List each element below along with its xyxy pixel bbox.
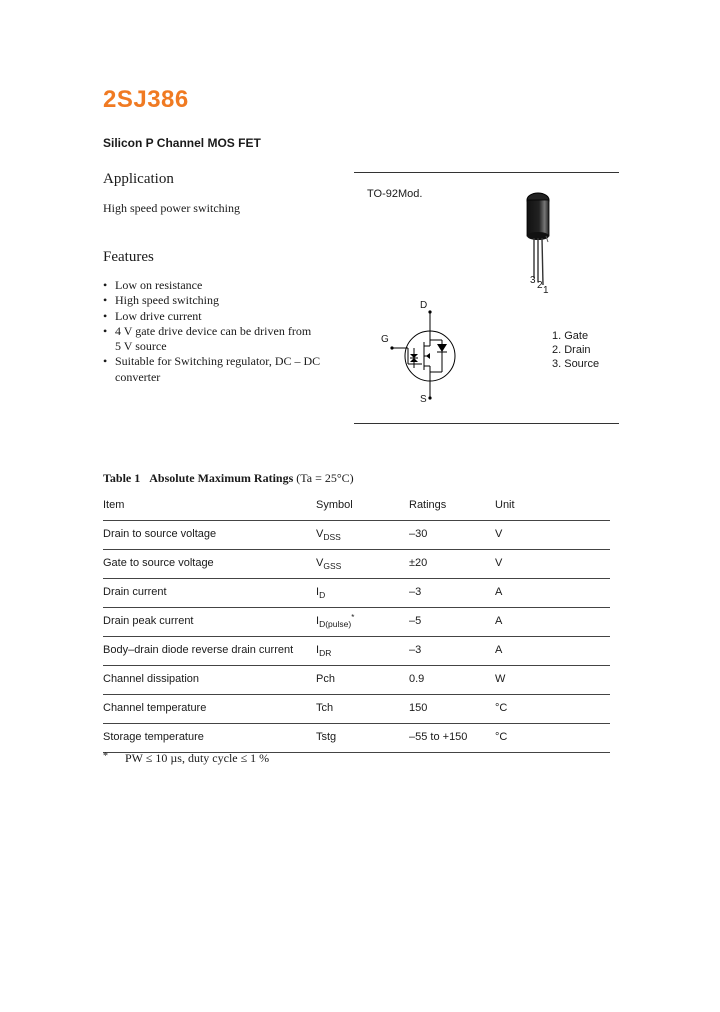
- cell-item: Storage temperature: [103, 731, 204, 743]
- pin-legend: [552, 329, 599, 371]
- table-row: [103, 695, 610, 724]
- drain-terminal-label: D: [420, 300, 428, 311]
- header-item: Item: [103, 499, 125, 511]
- pin-number-2: 2: [537, 280, 543, 291]
- symbol-base: Tstg: [316, 731, 337, 743]
- cell-rating: –3: [409, 586, 422, 598]
- table-row: [103, 550, 610, 579]
- feature-item: • High speed switching: [103, 293, 343, 308]
- symbol-subscript: GSS: [323, 561, 342, 571]
- cell-rating: ±20: [409, 557, 428, 569]
- pin-legend-item: 2. Drain: [552, 344, 591, 356]
- cell-rating: 150: [409, 702, 428, 714]
- pin-number-3: 3: [530, 275, 536, 286]
- symbol-base: Pch: [316, 673, 335, 685]
- table-condition: (Ta = 25°C): [296, 471, 354, 485]
- part-number-title: 2SJ386: [103, 86, 189, 113]
- cell-symbol: [316, 615, 354, 627]
- cell-item: Channel dissipation: [103, 673, 200, 685]
- cell-unit: °C: [495, 702, 508, 714]
- symbol-subscript: DR: [319, 648, 332, 658]
- cell-symbol: [316, 673, 335, 685]
- package-name: TO-92Mod.: [367, 188, 423, 200]
- table-row: [103, 579, 610, 608]
- table-row: [103, 608, 610, 637]
- features-heading: Features: [103, 249, 154, 265]
- device-subtitle: Silicon P Channel MOS FET: [103, 136, 261, 150]
- cell-unit: V: [495, 528, 503, 540]
- symbol-superscript: *: [351, 613, 355, 622]
- symbol-subscript: D: [319, 590, 326, 600]
- symbol-base: I: [316, 586, 320, 598]
- cell-rating: –3: [409, 644, 422, 656]
- table-name: Absolute Maximum Ratings: [149, 471, 294, 485]
- cell-symbol: [316, 731, 336, 743]
- application-heading: Application: [103, 171, 174, 187]
- cell-rating: –5: [409, 615, 422, 627]
- table-row: [103, 521, 610, 550]
- pin-legend-item: 3. Source: [552, 358, 600, 370]
- cell-item: Drain peak current: [103, 615, 194, 627]
- package-bottom-rule: [354, 423, 619, 424]
- footnote-mark: *: [103, 751, 108, 762]
- application-text: High speed power switching: [103, 201, 240, 215]
- cell-unit: °C: [495, 731, 508, 743]
- cell-symbol: [316, 644, 331, 656]
- table-row: [103, 724, 610, 753]
- feature-item: • Low drive current: [103, 309, 343, 324]
- header-unit: Unit: [495, 499, 515, 511]
- symbol-base: I: [316, 615, 320, 627]
- table-header-row: [103, 492, 610, 521]
- cell-symbol: [316, 528, 341, 540]
- cell-unit: A: [495, 586, 503, 598]
- feature-item: • Suitable for Switching regulator, DC – DC converter: [103, 354, 327, 385]
- absolute-max-ratings-table: [103, 492, 610, 753]
- cell-unit: W: [495, 673, 506, 685]
- footnote-text: PW ≤ 10 µs, duty cycle ≤ 1 %: [125, 751, 270, 765]
- mosfet-schematic-icon: [390, 310, 470, 402]
- cell-item: Body–drain diode reverse drain current: [103, 644, 294, 656]
- feature-item: • Low on resistance: [103, 278, 343, 293]
- symbol-base: I: [316, 644, 320, 656]
- symbol-base: Tch: [316, 702, 334, 714]
- source-terminal-label: S: [420, 394, 427, 405]
- symbol-base: V: [316, 557, 324, 569]
- pin-legend-item: 1. Gate: [552, 330, 589, 342]
- symbol-subscript: D(pulse): [319, 619, 352, 629]
- cell-item: Channel temperature: [103, 702, 207, 714]
- feature-item: • 4 V gate drive device can be driven from 5 V source: [103, 324, 315, 355]
- gate-terminal-label: G: [381, 334, 389, 345]
- header-ratings: Ratings: [409, 499, 447, 511]
- table-row: [103, 666, 610, 695]
- cell-symbol: [316, 557, 341, 569]
- cell-rating: 0.9: [409, 673, 425, 685]
- table-title: [103, 471, 354, 486]
- cell-rating: –30: [409, 528, 428, 540]
- features-list: [103, 278, 343, 385]
- cell-symbol: [316, 702, 333, 714]
- header-symbol: Symbol: [316, 499, 353, 511]
- table-number: Table 1: [103, 471, 141, 485]
- cell-item: Gate to source voltage: [103, 557, 214, 569]
- package-top-rule: [354, 172, 619, 173]
- cell-unit: A: [495, 615, 503, 627]
- cell-item: Drain to source voltage: [103, 528, 217, 540]
- pin-number-1: 1: [543, 285, 549, 296]
- cell-rating: –55 to +150: [409, 731, 468, 743]
- cell-unit: A: [495, 644, 503, 656]
- table-row: [103, 637, 610, 666]
- cell-symbol: [316, 586, 325, 598]
- cell-item: Drain current: [103, 586, 167, 598]
- symbol-base: V: [316, 528, 324, 540]
- symbol-subscript: DSS: [323, 532, 341, 542]
- cell-unit: V: [495, 557, 503, 569]
